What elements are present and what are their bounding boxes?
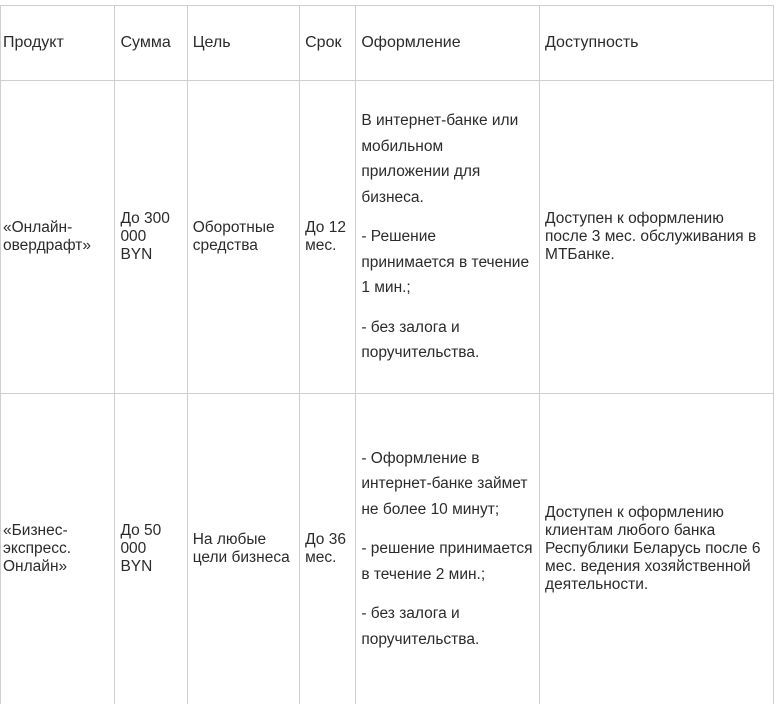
header-product: Продукт	[1, 6, 115, 81]
registration-line: - Оформление в интернет-банке займет не более 10 минут;	[361, 446, 533, 523]
table-row	[1, 394, 774, 704]
cell-term: До 12 мес.	[300, 81, 356, 394]
cell-registration	[356, 394, 540, 704]
cell-product: «Бизнес-экспресс. Онлайн»	[1, 394, 115, 704]
registration-line: В интернет-банке или мобильном приложении для бизнеса.	[361, 108, 533, 210]
cell-goal: Оборотные средства	[187, 81, 299, 394]
cell-term: До 36 мес.	[300, 394, 356, 704]
registration-line: - Решение принимается в течение 1 мин.;	[361, 224, 533, 301]
cell-sum: До 300 000 BYN	[115, 81, 187, 394]
cell-goal: На любые цели бизнеса	[187, 394, 299, 704]
header-goal: Цель	[187, 6, 299, 81]
cell-availability: Доступен к оформлению клиентам любого банка Республики Беларусь после 6 мес. ведения хозяйственной деятельности.	[540, 394, 774, 704]
cell-registration	[356, 81, 540, 394]
registration-line: - без залога и поручительства.	[361, 315, 533, 366]
cell-sum: До 50 000 BYN	[115, 394, 187, 704]
header-registration: Оформление	[356, 6, 540, 81]
registration-line: - без залога и поручительства.	[361, 601, 533, 652]
credit-products-table	[0, 5, 774, 704]
header-availability: Доступность	[540, 6, 774, 81]
header-term: Срок	[300, 6, 356, 81]
cell-availability: Доступен к оформлению после 3 мес. обслуживания в МТБанке.	[540, 81, 774, 394]
table-header-row	[1, 6, 774, 81]
header-sum: Сумма	[115, 6, 187, 81]
table-row	[1, 81, 774, 394]
cell-product: «Онлайн-овердрафт»	[1, 81, 115, 394]
registration-line: - решение принимается в течение 2 мин.;	[361, 536, 533, 587]
